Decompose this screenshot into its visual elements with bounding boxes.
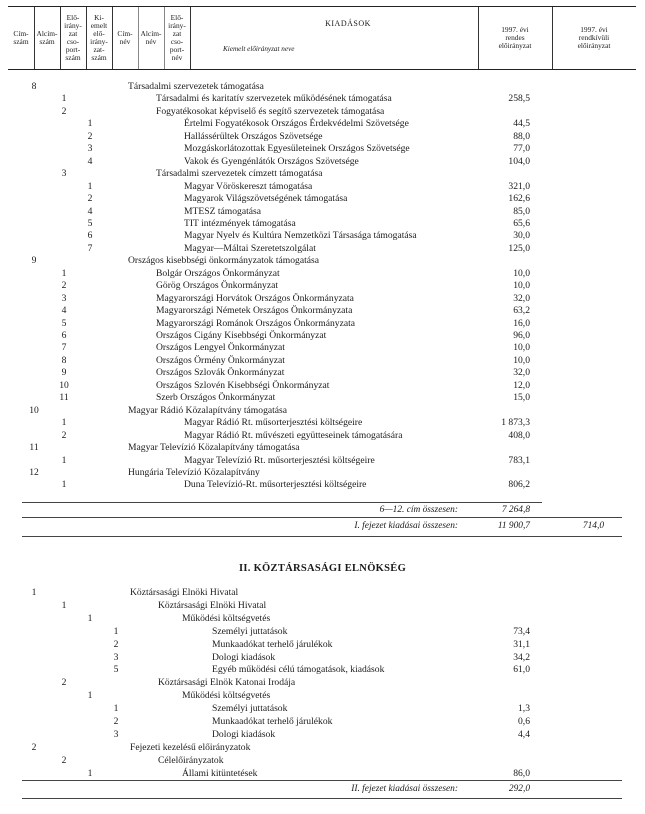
header-rendes-eloiranyzat: 1997. évi rendes előirányzat <box>498 25 532 50</box>
row-value: 10,0 <box>513 267 530 279</box>
table-row <box>0 768 645 780</box>
row-name: Fejezeti kezelésű előirányzatok <box>130 741 251 753</box>
table-row <box>0 243 645 255</box>
table-row <box>0 280 645 292</box>
table-header <box>8 6 636 70</box>
row-name: Társadalmi szervezetek támogatása <box>128 81 264 92</box>
table-row <box>0 218 645 230</box>
row-name: Társadalmi szervezetek címzett támogatása <box>156 168 323 180</box>
row-c2-number: 1 <box>61 93 67 105</box>
row-name: Munkaadókat terhelő járulékok <box>212 638 333 650</box>
row-name: Országos Lengyel Önkormányzat <box>156 342 285 354</box>
row-name: Magyar Nyelv és Kultúra Nemzetközi Társasága támogatása <box>184 230 417 242</box>
row-value: 96,0 <box>513 330 530 341</box>
row-value: 61,0 <box>513 664 530 676</box>
row-value: 65,6 <box>513 217 530 229</box>
table-row <box>0 355 645 367</box>
row-value: 1 873,3 <box>501 417 530 429</box>
row-c2-number: 2 <box>61 754 67 766</box>
table-row <box>0 467 645 479</box>
table-row <box>0 143 645 155</box>
table-row <box>0 268 645 280</box>
table-row <box>0 131 645 143</box>
table-row <box>0 652 645 664</box>
table-row <box>0 255 645 267</box>
table-row <box>0 417 645 429</box>
row-name: Magyarországi Németek Országos Önkormányzata <box>156 305 353 317</box>
row-name: Értelmi Fogyatékosok Országos Érdekvédelmi Szövetsége <box>184 118 409 130</box>
table-row <box>0 664 645 676</box>
row-name: Köztársasági Elnöki Hivatal <box>158 599 267 611</box>
row-name: Magyar Rádió Rt. művészeti együtteseinek támogatására <box>184 429 403 441</box>
row-name: Célelőirányzatok <box>158 754 224 766</box>
table-row <box>0 305 645 317</box>
table-row <box>0 93 645 105</box>
row-c1-number: 1 <box>31 587 37 598</box>
table-row <box>0 380 645 392</box>
row-name: Működési költségvetés <box>182 612 271 624</box>
table-row <box>0 318 645 330</box>
table-row <box>0 729 645 741</box>
row-c2-number: 7 <box>61 342 67 354</box>
table-row <box>0 703 645 715</box>
row-c1-number: 11 <box>29 442 39 454</box>
row-name: Görög Országos Önkormányzat <box>156 280 279 292</box>
sum1-label: 6—12. cím összesen: <box>379 505 458 515</box>
row-c2-number: 4 <box>61 305 67 317</box>
row-c2-number: 2 <box>61 677 67 689</box>
row-value: 10,0 <box>513 280 530 292</box>
sum2-label: I. fejezet kiadásai összesen: <box>354 521 458 531</box>
row-c2-number: 2 <box>61 105 67 117</box>
row-c3-number: 1 <box>87 767 93 779</box>
row-name: Magyar Vöröskereszt támogatása <box>184 180 313 192</box>
row-c2-number: 2 <box>61 429 67 441</box>
row-c3-number: 4 <box>87 155 93 167</box>
header-rendkivuli-eloiranyzat: 1997. évi rendkívüli előirányzat <box>577 25 611 50</box>
row-c2-number: 1 <box>61 599 67 611</box>
table-row <box>0 156 645 168</box>
section2-sum-label: II. fejezet kiadásai összesen: <box>351 784 458 794</box>
row-c2-number: 6 <box>61 330 67 341</box>
row-value: 4,4 <box>518 728 530 740</box>
row-c2-number: 1 <box>61 479 67 491</box>
table-row <box>0 587 645 599</box>
table-row <box>0 613 645 625</box>
row-value: 783,1 <box>508 454 530 466</box>
table-row <box>0 193 645 205</box>
header-cimszam: Cím- szám <box>13 29 29 46</box>
row-name: Fogyatékosokat képviselő és segítő szervezetek támogatása <box>156 105 385 117</box>
row-name: Magyar Rádió Rt. műsorterjesztési költségeire <box>184 417 363 429</box>
sum1-value: 7 264,8 <box>501 505 530 515</box>
row-c2-number: 2 <box>61 280 67 292</box>
table-row <box>0 479 645 491</box>
row-name: Társadalmi és karitatív szervezetek működésének támogatása <box>156 93 392 105</box>
row-c4-number: 1 <box>113 625 119 637</box>
divider <box>22 536 622 537</box>
row-c3-number: 1 <box>87 180 93 192</box>
table-row <box>0 455 645 467</box>
row-c2-number: 1 <box>61 267 67 279</box>
divider <box>22 798 622 799</box>
row-value: 258,5 <box>508 93 530 105</box>
row-c4-number: 5 <box>113 664 119 676</box>
table-row <box>0 118 645 130</box>
header-eloiranyzat-csoport-nev: Elő- irány- zat cso- port- név <box>168 13 186 62</box>
table-row <box>0 342 645 354</box>
table-row <box>0 392 645 404</box>
row-name: Működési költségvetés <box>182 690 271 702</box>
row-value: 85,0 <box>513 205 530 217</box>
row-c3-number: 7 <box>87 242 93 254</box>
section2-sum-value: 292,0 <box>508 784 530 794</box>
header-cimnev: Cím- név <box>117 29 133 46</box>
row-c3-number: 2 <box>87 193 93 205</box>
row-c2-number: 5 <box>61 317 67 329</box>
row-value: 0,6 <box>518 716 530 727</box>
header-alcimszam: Alcím- szám <box>36 29 58 46</box>
row-c3-number: 1 <box>87 118 93 130</box>
row-name: Magyarok Világszövetségének támogatása <box>184 193 348 205</box>
row-value: 30,0 <box>513 230 530 242</box>
row-name: Magyarországi Románok Országos Önkormányzata <box>156 317 356 329</box>
table-row <box>0 677 645 689</box>
row-name: Személyi juttatások <box>212 625 288 637</box>
table-row <box>0 442 645 454</box>
row-c3-number: 1 <box>87 690 93 702</box>
row-value: 63,2 <box>513 305 530 317</box>
table-row <box>0 230 645 242</box>
row-value: 32,0 <box>513 367 530 379</box>
row-name: Bolgár Országos Önkormányzat <box>156 267 280 279</box>
sum2-value: 11 900,7 <box>497 521 530 531</box>
row-value: 806,2 <box>508 479 530 491</box>
row-value: 86,0 <box>513 767 530 779</box>
row-value: 408,0 <box>508 429 530 441</box>
table-row <box>0 639 645 651</box>
row-name: MTESZ támogatása <box>184 205 261 217</box>
row-c1-number: 12 <box>29 466 39 478</box>
row-name: Országos Szlovák Önkormányzat <box>156 367 285 379</box>
table-row <box>0 168 645 180</box>
row-c2-number: 10 <box>59 379 69 391</box>
divider <box>22 780 622 781</box>
row-value: 73,4 <box>513 625 530 637</box>
row-name: Dologi kiadások <box>212 728 276 740</box>
row-c1-number: 8 <box>31 81 37 92</box>
row-name: Magyar Televízió Közalapítvány támogatása <box>128 442 300 454</box>
row-c4-number: 2 <box>113 716 119 727</box>
divider <box>22 517 622 518</box>
row-value: 162,6 <box>508 193 530 205</box>
table-row <box>0 330 645 342</box>
row-name: Magyar Rádió Közalapítvány támogatása <box>128 404 288 416</box>
row-name: Országos kisebbségi önkormányzatok támogatása <box>128 255 320 267</box>
row-c3-number: 1 <box>87 612 93 624</box>
row-name: Egyéb működési célú támogatások, kiadások <box>212 664 385 676</box>
row-c2-number: 3 <box>61 168 67 180</box>
row-c2-number: 11 <box>59 392 69 404</box>
row-value: 1,3 <box>518 703 530 715</box>
row-name: Országos Örmény Önkormányzat <box>156 354 285 366</box>
row-name: TIT intézmények támogatása <box>184 217 296 229</box>
row-c3-number: 2 <box>87 130 93 142</box>
row-c2-number: 3 <box>61 292 67 304</box>
row-value: 77,0 <box>513 143 530 155</box>
row-value: 44,5 <box>513 118 530 130</box>
row-value: 15,0 <box>513 392 530 404</box>
row-c3-number: 5 <box>87 217 93 229</box>
row-value: 10,0 <box>513 354 530 366</box>
header-kiadasok: KIADÁSOK <box>325 19 371 28</box>
row-c2-number: 8 <box>61 354 67 366</box>
table-row <box>0 716 645 728</box>
header-eloiranyzat-csoport-szam: Elő- irány- zat cso- port- szám <box>64 13 82 62</box>
table-row <box>0 81 645 93</box>
table-row <box>0 405 645 417</box>
table-row <box>0 742 645 754</box>
row-name: Magyarországi Horvátok Országos Önkormányzata <box>156 292 354 304</box>
row-name: Dologi kiadások <box>212 651 276 663</box>
row-c4-number: 3 <box>113 728 119 740</box>
header-kiemelt-eloiranyzat-szam: Ki- emelt elő- irány- zat- szám <box>90 13 108 62</box>
row-c1-number: 10 <box>29 404 39 416</box>
row-value: 16,0 <box>513 317 530 329</box>
row-name: Köztársasági Elnök Katonai Irodája <box>158 677 296 689</box>
row-name: Köztársasági Elnöki Hivatal <box>130 587 239 598</box>
row-c3-number: 6 <box>87 230 93 242</box>
row-c3-number: 3 <box>87 143 93 155</box>
row-value: 88,0 <box>513 130 530 142</box>
row-c4-number: 2 <box>113 638 119 650</box>
row-name: Személyi juttatások <box>212 703 288 715</box>
header-kiemelt-nev: Kiemelt előirányzat neve <box>223 45 295 53</box>
divider <box>22 502 542 503</box>
row-value: 125,0 <box>508 242 530 254</box>
row-name: Állami kitüntetések <box>182 767 258 779</box>
row-c4-number: 3 <box>113 651 119 663</box>
section2-title: II. KÖZTÁRSASÁGI ELNÖKSÉG <box>238 563 407 574</box>
row-name: Vakok és Gyengénlátók Országos Szövetsége <box>184 155 359 167</box>
row-name: Mozgáskorlátozottak Egyesületeinek Országos Szövetsége <box>184 143 410 155</box>
row-value: 12,0 <box>513 379 530 391</box>
row-name: Országos Szlovén Kisebbségi Önkormányzat <box>156 379 330 391</box>
row-name: Hungária Televízió Közalapítvány <box>128 466 260 478</box>
row-name: Szerb Országos Önkormányzat <box>156 392 276 404</box>
row-c2-number: 9 <box>61 367 67 379</box>
table-row <box>0 690 645 702</box>
table-row <box>0 181 645 193</box>
row-name: Hallássérültek Országos Szövetsége <box>184 130 323 142</box>
table-row <box>0 206 645 218</box>
row-value: 32,0 <box>513 292 530 304</box>
row-c3-number: 4 <box>87 205 93 217</box>
row-c4-number: 1 <box>113 703 119 715</box>
table-row <box>0 600 645 612</box>
row-name: Országos Cigány Kisebbségi Önkormányzat <box>156 330 327 341</box>
row-c2-number: 1 <box>61 417 67 429</box>
table-row <box>0 293 645 305</box>
table-row <box>0 626 645 638</box>
row-value: 104,0 <box>508 155 530 167</box>
row-name: Magyar—Máltai Szeretetszolgálat <box>184 242 316 254</box>
row-name: Duna Televízió-Rt. műsorterjesztési költségeire <box>184 479 367 491</box>
table-row <box>0 106 645 118</box>
table-row <box>0 755 645 767</box>
table-row <box>0 430 645 442</box>
row-name: Magyar Televízió Rt. műsorterjesztési költségeire <box>184 454 375 466</box>
table-row <box>0 367 645 379</box>
row-value: 10,0 <box>513 342 530 354</box>
header-alcimnev: Alcím- név <box>140 29 162 46</box>
row-c1-number: 2 <box>31 741 37 753</box>
row-value: 321,0 <box>508 180 530 192</box>
row-c2-number: 1 <box>61 454 67 466</box>
row-value: 31,1 <box>513 638 530 650</box>
row-value: 34,2 <box>513 651 530 663</box>
sum2-value-rendkivuli: 714,0 <box>582 521 604 531</box>
row-name: Munkaadókat terhelő járulékok <box>212 716 333 727</box>
row-c1-number: 9 <box>31 255 37 267</box>
